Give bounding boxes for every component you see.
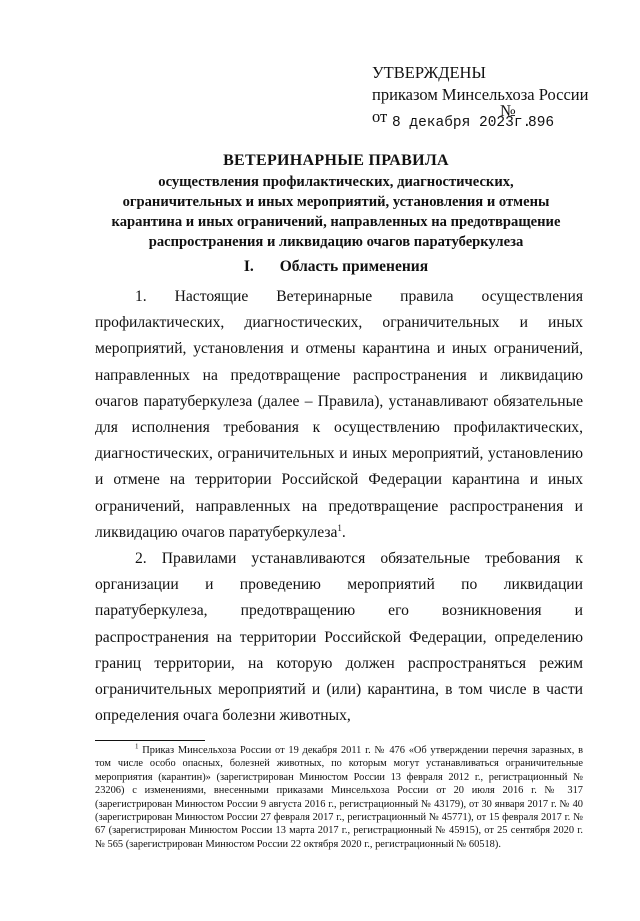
body-text	[95, 284, 583, 729]
approval-number-sign: №	[500, 101, 516, 120]
paragraph-2: 2. Правилами устанавливаются обязательные требования к организации и проведению мероприятий по ликвидации паратуберкулеза, предотвращению его возникновения и распространения на территории Российской Федерации, определению границ территории, на которую должен распространяться режим ограничительных мероприятий и (или) карантина, в том числе в части определения очага болезни животных,	[95, 550, 583, 725]
approval-heading: УТВЕРЖДЕНЫ	[372, 63, 486, 82]
footnote-text	[95, 744, 583, 851]
approval-ot: от	[372, 107, 388, 126]
paragraph-1-end: .	[341, 523, 346, 541]
approval-stamp	[372, 62, 602, 130]
title-line: распространения и ликвидацию очагов паратуберкулеза	[148, 234, 524, 250]
section-number: I.	[243, 258, 254, 275]
title-main: ВЕТЕРИНАРНЫЕ ПРАВИЛА	[223, 152, 449, 169]
title-line: осуществления профилактических, диагностических,	[158, 174, 514, 190]
title-line: карантина и иных ограничений, направленных на предотвращение	[111, 214, 561, 230]
approval-date: 8 декабря 2023г.	[392, 115, 532, 131]
footnote-divider	[95, 740, 205, 741]
section-title: Область применения	[279, 258, 429, 275]
section-heading	[60, 258, 612, 276]
footnote-body: Приказ Минсельхоза России от 19 декабря 2011 г. № 476 «Об утверждении перечня заразных, в том числе особо опасных, болезней животных, по которым могут устанавливаться ограничительные мероприятия (карантин)» (зарегистрирован Минюстом России 13 февраля 2012 г., регистрационный № 23206) с изменениями, внесенными приказами Минсельхоза России от 20 июля 2016 г. № 317 (зарегистрирован Минюстом России 9 августа 2016 г., регистрационный № 43179), от 30 января 2017 г. № 40 (зарегистрирован Минюстом России 27 февраля 2017 г., регистрационный № 45771), от 15 февраля 2017 г. № 67 (зарегистрирован Минюстом России 13 марта 2017 г., регистрационный № 45915), от 25 сентября 2020 г. № 565 (зарегистрирован Минюстом России 22 октября 2020 г., регистрационный № 60518).	[95, 745, 583, 850]
approval-order-line: приказом Минсельхоза России	[372, 85, 589, 104]
paragraph-1	[95, 284, 583, 546]
footnote-ref: 1	[337, 522, 342, 533]
footnote	[95, 744, 583, 851]
document-title	[60, 150, 612, 252]
paragraph-1-text: 1. Настоящие Ветеринарные правила осуществления профилактических, диагностических, ограничительных и иных мероприятий, установления и отмены карантина и иных ограничений, направленных на предотвращение распространения и ликвидацию очагов паратуберкулеза (далее – Правила), устанавливают обязательные для исполнения требования к осуществлению профилактических, диагностических, ограничительных и иных мероприятий, установлению и отмене на территории Российской Федерации карантина и иных ограничений, направленных на предотвращение распространения и ликвидацию очагов паратуберкулеза	[95, 288, 583, 541]
approval-date-line	[372, 101, 602, 131]
title-line: ограничительных и иных мероприятий, установления и отмены	[122, 194, 550, 210]
approval-number: 896	[528, 115, 555, 131]
footnote-marker: 1	[135, 742, 139, 751]
